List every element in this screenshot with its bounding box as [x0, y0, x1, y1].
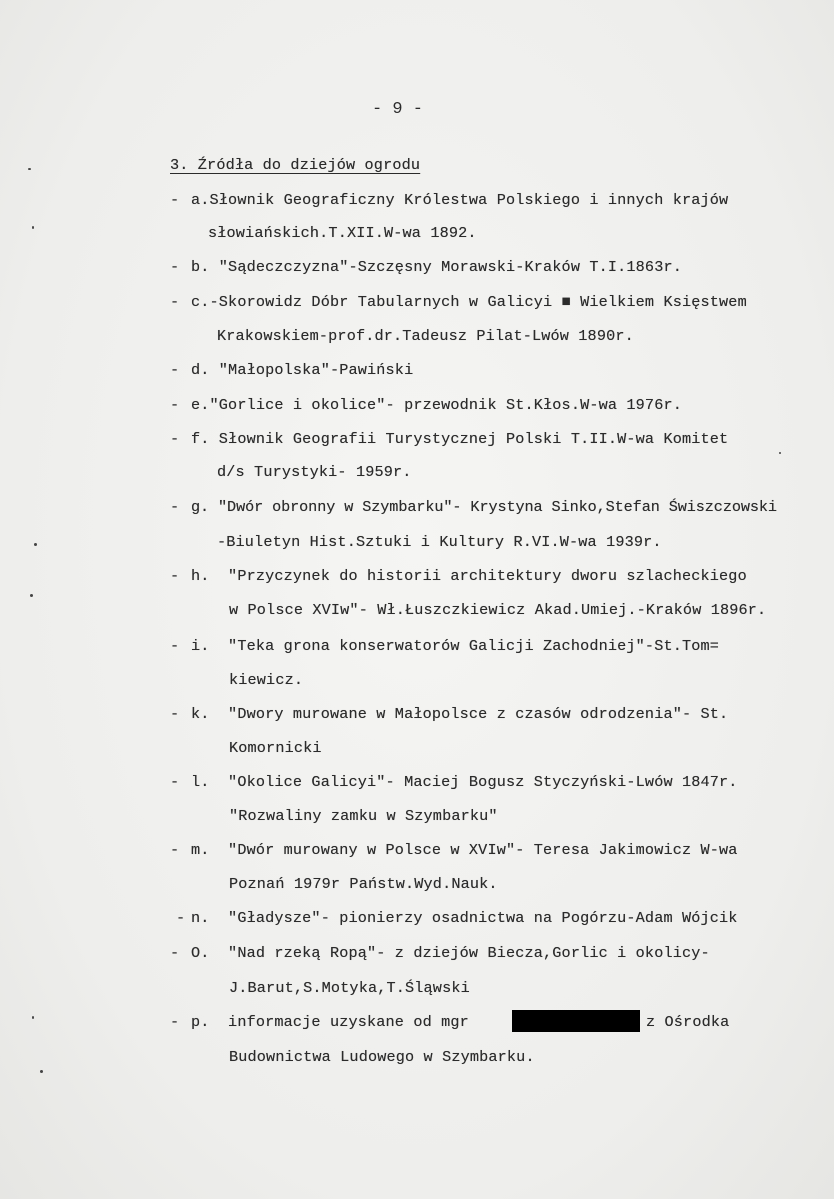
page-number: - 9 -	[372, 100, 424, 119]
entry-i-line-2: kiewicz.	[229, 671, 304, 689]
scan-speck	[779, 452, 781, 454]
entry-o-line-1: O. "Nad rzeką Ropą"- z dziejów Biecza,Gorlic i okolicy-	[191, 944, 710, 962]
entry-c-line-2: Krakowskiem-prof.dr.Tadeusz Pilat-Lwów 1890r.	[217, 327, 634, 345]
entry-g-marker: -	[170, 498, 180, 516]
entry-k-marker: -	[170, 705, 180, 723]
entry-b-marker: -	[170, 258, 180, 276]
entry-g-line-2: -Biuletyn Hist.Sztuki i Kultury R.VI.W-wa 1939r.	[217, 533, 662, 551]
entry-c-marker: -	[170, 293, 180, 311]
entry-p-marker: -	[170, 1013, 180, 1031]
section-title: 3. Źródła do dziejów ogrodu	[170, 156, 421, 174]
entry-i-marker: -	[170, 637, 180, 655]
entry-l-marker: -	[170, 773, 180, 791]
entry-e-marker: -	[170, 396, 180, 414]
entry-o-line-2: J.Barut,S.Motyka,T.Śląwski	[229, 979, 470, 997]
scan-speck	[32, 226, 34, 229]
entry-l-line-2: "Rozwaliny zamku w Szymbarku"	[229, 807, 498, 825]
entry-d-line-1: d. "Małopolska"-Pawiński	[191, 361, 414, 379]
entry-c-line-1: c.-Skorowidz Dóbr Tabularnych w Galicyi ■ Wielkiem Księstwem	[191, 293, 747, 311]
entry-k-line-1: k. "Dwory murowane w Małopolsce z czasów odrodzenia"- St.	[191, 705, 729, 723]
entry-d-marker: -	[170, 361, 180, 379]
entry-o-marker: -	[170, 944, 180, 962]
redaction-bar	[512, 1010, 640, 1032]
entry-a-line-1: a.Słownik Geograficzny Królestwa Polskiego i innych krajów	[191, 191, 729, 209]
entry-e-line-1: e."Gorlice i okolice"- przewodnik St.Kłos.W-wa 1976r.	[191, 396, 682, 414]
scan-speck	[28, 168, 31, 170]
entry-p-line-1: p. informacje uzyskane od mgr	[191, 1013, 469, 1031]
entry-p-line-2: Budownictwa Ludowego w Szymbarku.	[229, 1048, 535, 1066]
entry-m-line-2: Poznań 1979r Państw.Wyd.Nauk.	[229, 875, 498, 893]
entry-p-continuation: z Ośrodka	[646, 1013, 730, 1031]
entry-a-marker: -	[170, 191, 180, 209]
entry-n-line-1: n. "Gładysze"- pionierzy osadnictwa na Pogórzu-Adam Wójcik	[191, 909, 738, 927]
entry-n-marker: -	[176, 909, 186, 927]
scan-speck	[40, 1070, 43, 1073]
entry-h-line-1: h. "Przyczynek do historii architektury dworu szlacheckiego	[191, 567, 747, 585]
scan-speck	[34, 543, 37, 546]
entry-k-line-2: Komornicki	[229, 739, 322, 757]
entry-l-line-1: l. "Okolice Galicyi"- Maciej Bogusz Styczyński-Lwów 1847r.	[191, 773, 738, 791]
entry-m-marker: -	[170, 841, 180, 859]
entry-h-line-2: w Polsce XVIw"- Wł.Łuszczkiewicz Akad.Umiej.-Kraków 1896r.	[229, 601, 767, 619]
entry-f-line-1: f. Słownik Geografii Turystycznej Polski T.II.W-wa Komitet	[191, 430, 729, 448]
entry-h-marker: -	[170, 567, 180, 585]
entry-f-line-2: d/s Turystyki- 1959r.	[217, 463, 412, 481]
scan-speck	[30, 594, 33, 597]
entry-a-line-2: słowiańskich.T.XII.W-wa 1892.	[208, 224, 477, 242]
entry-f-marker: -	[170, 430, 180, 448]
entry-m-line-1: m. "Dwór murowany w Polsce w XVIw"- Teresa Jakimowicz W-wa	[191, 841, 738, 859]
scan-speck	[32, 1016, 34, 1019]
entry-b-line-1: b. "Sądeczczyzna"-Szczęsny Morawski-Kraków T.I.1863r.	[191, 258, 682, 276]
entry-i-line-1: i. "Teka grona konserwatorów Galicji Zachodniej"-St.Tom=	[191, 637, 720, 655]
entry-g-line-1: g. "Dwór obronny w Szymbarku"- Krystyna Sinko,Stefan Świszczowski	[191, 498, 777, 516]
